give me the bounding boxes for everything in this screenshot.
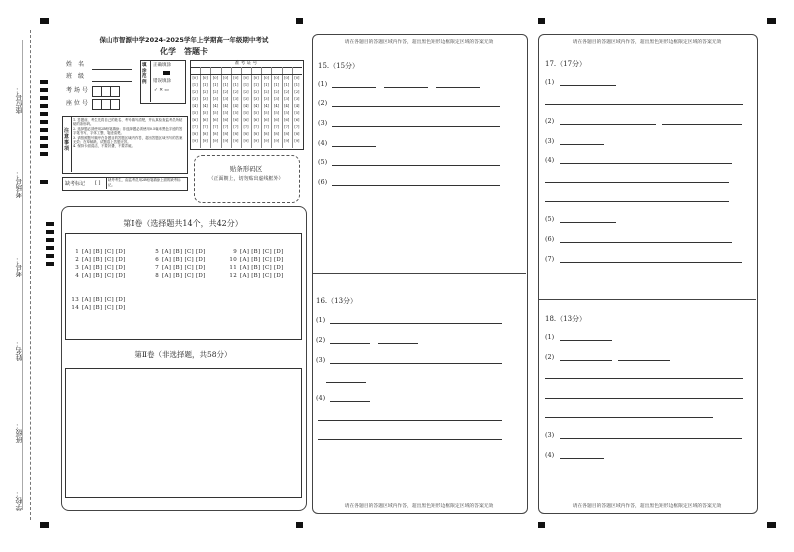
q17-sub-label: (2) — [545, 117, 555, 125]
exam-digit-bubble[interactable]: [6] — [284, 118, 290, 122]
q17-sub-label: (5) — [545, 215, 555, 223]
exam-digit-bubble[interactable]: [8] — [253, 132, 259, 136]
column-2-bottom-notice: 请在各题目的答题区域内作答，超出黑色矩形边框限定区域的答案无效 — [344, 504, 494, 509]
exam-digit-bubble[interactable]: [4] — [223, 104, 229, 108]
exam-digit-bubble[interactable]: [1] — [273, 83, 280, 87]
mc-question-number: 4 — [75, 273, 79, 279]
timing-mark — [46, 238, 54, 242]
q15-4-blank[interactable] — [332, 146, 376, 147]
exam-digit-bubble[interactable]: [0] — [273, 76, 280, 80]
part2-title: 第Ⅱ卷（非选择题，共58分） — [134, 350, 232, 359]
exam-digit-bubble[interactable]: [4] — [243, 104, 249, 108]
mc-question-row[interactable] — [229, 265, 284, 271]
mc-question-number: 5 — [155, 249, 159, 255]
subject-title: 化学 答题卡 — [160, 47, 208, 56]
school-field-label: 学校： — [15, 490, 23, 511]
q17-1-blank[interactable] — [560, 85, 616, 86]
mc-option-bubbles[interactable]: [A] [B] [C] [D] — [240, 257, 284, 263]
timing-mark — [538, 18, 545, 24]
exam-digit-bubble[interactable]: [3] — [233, 97, 239, 101]
exam-digit-bubble[interactable]: [8] — [273, 132, 280, 136]
mc-question-number: 13 — [71, 297, 79, 303]
exam-digit-bubble[interactable]: [1] — [223, 83, 229, 87]
exam-digit-bubble[interactable]: [3] — [284, 97, 290, 101]
mc-option-bubbles[interactable]: [A] [B] [C] [D] — [82, 273, 126, 279]
q15-sub-label: (5) — [318, 158, 328, 166]
exam-digit-bubble[interactable]: [1] — [263, 83, 269, 87]
exam-digit-bubble[interactable]: [3] — [223, 97, 229, 101]
timing-mark — [40, 522, 49, 528]
timing-mark — [46, 230, 54, 234]
exam-no-field-label: 考号： — [15, 256, 23, 277]
q15-6-blank[interactable] — [332, 185, 500, 186]
exam-number-columns — [190, 75, 302, 148]
exam-digit-bubble[interactable]: [0] — [192, 76, 198, 80]
timing-mark — [46, 222, 54, 226]
binding-fill-line[interactable] — [22, 40, 23, 510]
q17-2-blank[interactable] — [560, 124, 656, 125]
exam-digit-bubble[interactable]: [6] — [253, 118, 259, 122]
exam-digit-bubble[interactable]: [1] — [212, 83, 218, 87]
q18-2-blank[interactable] — [618, 360, 670, 361]
q17-sub-label: (4) — [545, 156, 555, 164]
mc-option-bubbles[interactable]: [A] [B] [C] [D] — [162, 265, 206, 271]
timing-mark — [538, 522, 545, 528]
exam-digit-bubble[interactable]: [0] — [253, 76, 259, 80]
note-item: 2. 选择题必须使用2B铅笔填涂；非选择题必须使用0.5毫米黑色字迹的签字笔书写，字体工整、笔迹清楚。 — [73, 126, 183, 136]
q15-1-blank[interactable] — [332, 87, 376, 88]
q16-title: 16.（13分） — [316, 297, 358, 305]
mc-question-number: 9 — [233, 249, 237, 255]
exam-digit-bubble[interactable]: [0] — [233, 76, 239, 80]
mc-option-bubbles[interactable]: [A] [B] [C] [D] — [82, 257, 126, 263]
q17-1-blank[interactable] — [545, 104, 743, 105]
exam-digit-bubble[interactable]: [2] — [192, 90, 198, 94]
column-3-top-notice: 请在各题目的答题区域内作答，超出黑色矩形边框限定区域的答案无效 — [572, 40, 722, 45]
mc-option-bubbles[interactable]: [A] [B] [C] [D] — [82, 305, 126, 311]
mc-question-row[interactable] — [71, 273, 126, 279]
exam-digit-bubble[interactable]: [5] — [294, 111, 300, 115]
q15-1-blank[interactable] — [384, 87, 428, 88]
mc-question-row[interactable] — [71, 257, 126, 263]
timing-mark — [46, 262, 54, 266]
exam-digit-bubble[interactable]: [1] — [253, 83, 259, 87]
q16-4-blank[interactable] — [318, 420, 502, 421]
mc-question-number: 7 — [155, 265, 159, 271]
correct-fill-label: 正确填涂 — [153, 63, 171, 68]
exam-digit-bubble[interactable]: [2] — [233, 90, 239, 94]
seat-field-label: 座位号： — [15, 86, 23, 114]
timing-mark — [767, 522, 776, 528]
column-3-bottom-notice: 请在各题目的答题区域内作答，超出黑色矩形边框限定区域的答案无效 — [572, 504, 722, 509]
q18-sub-label: (3) — [545, 431, 555, 439]
exam-digit-bubble[interactable]: [8] — [192, 132, 198, 136]
q18-sub-label: (2) — [545, 353, 555, 361]
wrong-fill-label: 错误填涂 — [153, 79, 171, 84]
note-item: 4. 保持卡面清洁，不要折叠、不要弄破。 — [73, 144, 135, 149]
notes-title: 注意事项 — [64, 128, 70, 152]
mc-question-number: 2 — [75, 257, 79, 263]
exam-digit-bubble[interactable]: [2] — [243, 90, 249, 94]
q15-sub-label: (3) — [318, 119, 328, 127]
q17-sub-label: (1) — [545, 78, 555, 86]
exam-digit-bubble[interactable]: [5] — [223, 111, 229, 115]
exam-digit-bubble[interactable]: [7] — [212, 125, 218, 129]
exam-digit-bubble[interactable]: [3] — [294, 97, 300, 101]
q18-2-blank[interactable] — [545, 417, 713, 418]
timing-mark — [40, 96, 48, 100]
exam-title: 保山市智源中学2024-2025学年上学期高一年级期中考试 — [99, 36, 269, 44]
exam-digit-bubble[interactable]: [9] — [273, 139, 280, 143]
mc-question-row[interactable] — [151, 257, 206, 263]
exam-digit-bubble[interactable]: [2] — [263, 90, 269, 94]
mc-question-number: 3 — [75, 265, 79, 271]
q16-sub-label: (1) — [316, 316, 326, 324]
exam-digit-bubble[interactable]: [4] — [263, 104, 269, 108]
barcode-area-title: 贴条形码区 — [229, 165, 263, 173]
mc-question-row[interactable] — [151, 265, 206, 271]
seat-box[interactable] — [110, 99, 120, 110]
q16-sub-label: (3) — [316, 356, 326, 364]
exam-digit-bubble[interactable]: [3] — [212, 97, 218, 101]
mc-option-bubbles[interactable]: [A] [B] [C] [D] — [240, 249, 284, 255]
q17-sub-label: (3) — [545, 137, 555, 145]
note-item: 1. 答题前，考生先将自己的姓名、考号填写清楚，并认真检查监考员所粘贴的条形码。 — [73, 118, 183, 127]
exam-digit-bubble[interactable]: [7] — [192, 125, 198, 129]
exam-digit-bubble[interactable]: [5] — [263, 111, 269, 115]
q18-1-blank[interactable] — [560, 340, 612, 341]
exam-digit-bubble[interactable]: [3] — [263, 97, 269, 101]
exam-digit-bubble[interactable]: [5] — [212, 111, 218, 115]
q17-5-blank[interactable] — [560, 222, 616, 223]
timing-mark — [296, 522, 303, 528]
exam-digit-bubble[interactable]: [6] — [263, 118, 269, 122]
notes-divider — [71, 116, 72, 172]
exam-digit-bubble[interactable]: [5] — [273, 111, 280, 115]
exam-digit-bubble[interactable]: [7] — [223, 125, 229, 129]
q16-sub-label: (4) — [316, 394, 326, 402]
exam-digit-bubble[interactable]: [9] — [284, 139, 290, 143]
exam-digit-bubble[interactable]: [6] — [202, 118, 208, 122]
name-input[interactable] — [92, 69, 132, 70]
exam-digit-entry-box[interactable] — [292, 67, 302, 74]
timing-mark — [40, 104, 48, 108]
q17-sub-label: (6) — [545, 235, 555, 243]
q18-title: 18.（13分） — [545, 315, 587, 323]
binding-line — [30, 30, 31, 520]
exam-digit-bubble[interactable]: [0] — [243, 76, 249, 80]
exam-digit-bubble[interactable]: [7] — [294, 125, 300, 129]
exam-digit-bubble[interactable]: [1] — [284, 83, 290, 87]
room-box[interactable] — [110, 86, 120, 97]
exam-digit-bubble[interactable]: [9] — [243, 139, 249, 143]
exam-digit-bubble[interactable]: [3] — [253, 97, 259, 101]
exam-digit-bubble[interactable]: [8] — [212, 132, 218, 136]
note-item: 3. 请按照题号顺序在各题目的答题区域内作答，超出答题区域书写的答案无效；在草稿纸、试题卷上答题无效。 — [73, 135, 183, 145]
exam-digit-bubble[interactable]: [2] — [202, 90, 208, 94]
q16-2-blank[interactable] — [378, 343, 418, 344]
mc-question-number: 1 — [75, 249, 79, 255]
timing-mark — [40, 152, 48, 156]
class-label: 班 级 — [66, 73, 85, 80]
mc-question-row[interactable] — [71, 305, 126, 311]
mc-question-row[interactable] — [71, 265, 126, 271]
exam-number-column[interactable] — [292, 75, 302, 148]
timing-mark — [767, 18, 776, 24]
seat-label: 座 位 号 — [66, 100, 88, 107]
exam-digit-bubble[interactable]: [2] — [294, 90, 300, 94]
timing-mark — [40, 144, 48, 148]
q16-1-blank[interactable] — [330, 323, 502, 324]
class-field-label: 班级： — [15, 422, 23, 443]
exam-digit-bubble[interactable]: [8] — [284, 132, 290, 136]
exam-digit-bubble[interactable]: [0] — [263, 76, 269, 80]
mc-option-bubbles[interactable]: [A] [B] [C] [D] — [240, 273, 284, 279]
mc-question-number: 11 — [229, 265, 237, 271]
fill-sample-title: 填涂范例 — [142, 63, 147, 85]
q18-sub-label: (4) — [545, 451, 555, 459]
q15-sub-label: (6) — [318, 178, 328, 186]
correct-fill-sample — [163, 71, 170, 75]
exam-digit-bubble[interactable]: [6] — [212, 118, 218, 122]
mc-question-row[interactable] — [151, 249, 206, 255]
mc-option-bubbles[interactable]: [A] [B] [C] [D] — [82, 297, 126, 303]
exam-digit-bubble[interactable]: [6] — [243, 118, 249, 122]
mc-option-bubbles[interactable]: [A] [B] [C] [D] — [82, 265, 126, 271]
exam-digit-bubble[interactable]: [7] — [233, 125, 239, 129]
exam-digit-bubble[interactable]: [5] — [202, 111, 208, 115]
q18-2-blank[interactable] — [560, 360, 612, 361]
timing-mark — [40, 80, 48, 84]
exam-digit-bubble[interactable]: [4] — [284, 104, 290, 108]
q15-1-blank[interactable] — [436, 87, 480, 88]
exam-digit-bubble[interactable]: [1] — [233, 83, 239, 87]
exam-digit-bubble[interactable]: [6] — [273, 118, 280, 122]
q15-sub-label: (1) — [318, 80, 328, 88]
exam-digit-bubble[interactable]: [9] — [233, 139, 239, 143]
absent-mark-divider — [106, 177, 107, 189]
q16-4-blank[interactable] — [318, 439, 502, 440]
exam-digit-bubble[interactable]: [9] — [223, 139, 229, 143]
answer-column-3 — [538, 34, 758, 514]
timing-mark — [40, 18, 49, 24]
exam-digit-bubble[interactable]: [5] — [284, 111, 290, 115]
q16-3-blank[interactable] — [326, 382, 366, 383]
q18-3-blank[interactable] — [560, 438, 742, 439]
mc-option-bubbles[interactable]: [A] [B] [C] [D] — [162, 249, 206, 255]
exam-digit-bubble[interactable]: [7] — [243, 125, 249, 129]
mc-question-number: 12 — [229, 273, 237, 279]
q18-2-blank[interactable] — [545, 398, 743, 399]
timing-mark — [40, 120, 48, 124]
mc-option-bubbles[interactable]: [A] [B] [C] [D] — [162, 257, 206, 263]
exam-digit-bubble[interactable]: [2] — [212, 90, 218, 94]
exam-digit-bubble[interactable]: [4] — [273, 104, 280, 108]
q15-sub-label: (2) — [318, 99, 328, 107]
exam-digit-bubble[interactable]: [4] — [253, 104, 259, 108]
q16-sub-label: (2) — [316, 336, 326, 344]
barcode-area-subtitle: （正面朝上，切勿贴出虚线框外） — [208, 176, 284, 182]
q16-2-blank[interactable] — [330, 343, 370, 344]
exam-digit-bubble[interactable]: [4] — [233, 104, 239, 108]
q15-5-blank[interactable] — [332, 165, 500, 166]
exam-digit-bubble[interactable]: [1] — [294, 83, 300, 87]
exam-digit-bubble[interactable]: [5] — [253, 111, 259, 115]
mc-question-row[interactable] — [229, 257, 284, 263]
exam-digit-bubble[interactable]: [2] — [273, 90, 280, 94]
exam-digit-bubble[interactable]: [8] — [223, 132, 229, 136]
mc-grid — [65, 233, 300, 338]
exam-digit-bubble[interactable]: [5] — [192, 111, 198, 115]
absent-mark-note: 缺考考生，由监考员用2B铅笔填涂上面的缺考标记。 — [108, 178, 181, 187]
column-2-top-notice: 请在各题目的答题区域内作答，超出黑色矩形边框限定区域的答案无效 — [344, 40, 494, 45]
room-field-label: 考场号： — [15, 170, 23, 198]
exam-digit-bubble[interactable]: [8] — [294, 132, 300, 136]
exam-digit-bubble[interactable]: [1] — [243, 83, 249, 87]
mc-option-bubbles[interactable]: [A] [B] [C] [D] — [240, 265, 284, 271]
absent-mark-checkbox[interactable]: [ ] — [95, 180, 101, 186]
mc-question-number: 10 — [229, 257, 237, 263]
exam-digit-bubble[interactable]: [0] — [202, 76, 208, 80]
exam-digit-bubble[interactable]: [6] — [233, 118, 239, 122]
q17-7-blank[interactable] — [560, 262, 742, 263]
exam-digit-bubble[interactable]: [6] — [223, 118, 229, 122]
exam-digit-bubble[interactable]: [2] — [284, 90, 290, 94]
exam-digit-bubble[interactable]: [4] — [294, 104, 300, 108]
absent-mark-label: 缺考标记 — [65, 181, 86, 187]
exam-digit-bubble[interactable]: [2] — [253, 90, 259, 94]
exam-digit-bubble[interactable]: [7] — [263, 125, 269, 129]
q15-sub-label: (4) — [318, 139, 328, 147]
exam-digit-bubble[interactable]: [0] — [223, 76, 229, 80]
exam-digit-bubble[interactable]: [6] — [294, 118, 300, 122]
class-input[interactable] — [92, 81, 132, 82]
exam-digit-bubble[interactable]: [9] — [212, 139, 218, 143]
timing-mark — [46, 254, 54, 258]
timing-mark — [46, 246, 54, 250]
q17-3-blank[interactable] — [560, 144, 604, 145]
exam-digit-bubble[interactable]: [3] — [243, 97, 249, 101]
exam-digit-bubble[interactable]: [1] — [192, 83, 198, 87]
exam-digit-bubble[interactable]: [3] — [202, 97, 208, 101]
exam-digit-bubble[interactable]: [8] — [202, 132, 208, 136]
q15-2-blank[interactable] — [332, 106, 500, 107]
exam-digit-bubble[interactable]: [7] — [273, 125, 280, 129]
q18-4-blank[interactable] — [560, 458, 604, 459]
q17-sub-label: (7) — [545, 255, 555, 263]
exam-digit-bubble[interactable]: [9] — [294, 139, 300, 143]
exam-number-label: 准 考 证 号 — [234, 61, 258, 66]
mc-question-number: 14 — [71, 305, 79, 311]
mc-question-row[interactable] — [229, 249, 284, 255]
mc-question-number: 6 — [155, 257, 159, 263]
timing-mark — [40, 88, 48, 92]
q17-q18-divider — [538, 299, 756, 300]
exam-digit-bubble[interactable]: [9] — [192, 139, 198, 143]
q17-6-blank[interactable] — [560, 242, 732, 243]
name-label: 姓 名 — [66, 61, 85, 68]
q17-2-blank[interactable] — [662, 124, 742, 125]
room-label: 考 场 号 — [66, 87, 88, 94]
fill-sample-divider — [150, 60, 151, 102]
timing-mark — [40, 112, 48, 116]
exam-digit-bubble[interactable]: [0] — [294, 76, 300, 80]
exam-digit-bubble[interactable]: [4] — [192, 104, 198, 108]
mc-option-bubbles[interactable]: [A] [B] [C] [D] — [82, 249, 126, 255]
exam-digit-bubble[interactable]: [1] — [202, 83, 208, 87]
q17-4-blank[interactable] — [560, 163, 732, 164]
exam-digit-bubble[interactable]: [7] — [284, 125, 290, 129]
exam-digit-bubble[interactable]: [9] — [263, 139, 269, 143]
mc-question-row[interactable] — [71, 297, 126, 303]
q15-q16-divider — [312, 273, 526, 274]
q16-3-blank[interactable] — [330, 363, 502, 364]
q18-sub-label: (1) — [545, 333, 555, 341]
exam-digit-bubble[interactable]: [8] — [233, 132, 239, 136]
exam-digit-bubble[interactable]: [6] — [192, 118, 198, 122]
mc-question-row[interactable] — [151, 273, 206, 279]
timing-mark — [40, 180, 48, 184]
exam-digit-bubble[interactable]: [7] — [202, 125, 208, 129]
q16-4-blank[interactable] — [330, 401, 370, 402]
exam-digit-bubble[interactable]: [2] — [223, 90, 229, 94]
timing-mark — [296, 18, 303, 24]
mc-question-number: 8 — [155, 273, 159, 279]
exam-digit-bubble[interactable]: [5] — [233, 111, 239, 115]
exam-digit-bubble[interactable]: [9] — [253, 139, 259, 143]
exam-digit-bubble[interactable]: [0] — [284, 76, 290, 80]
exam-digit-bubble[interactable]: [3] — [273, 97, 280, 101]
timing-mark — [40, 136, 48, 140]
mc-question-row[interactable] — [71, 249, 126, 255]
exam-digit-bubble[interactable]: [8] — [243, 132, 249, 136]
exam-digit-bubble[interactable]: [7] — [253, 125, 259, 129]
q15-title: 15.（15分） — [318, 62, 360, 70]
name-field-label: 姓名： — [15, 340, 23, 361]
exam-digit-bubble[interactable]: [8] — [263, 132, 269, 136]
exam-digit-bubble[interactable]: [3] — [192, 97, 198, 101]
timing-mark — [40, 128, 48, 132]
q17-4-blank[interactable] — [545, 201, 729, 202]
part1-title: 第Ⅰ卷（选择题共14个，共42分） — [123, 219, 243, 228]
exam-digit-bubble[interactable]: [0] — [212, 76, 218, 80]
exam-digit-bubble[interactable]: [4] — [202, 104, 208, 108]
notes-list — [73, 118, 184, 149]
wrong-fill-symbols: ✓ ✕ ▭ — [154, 88, 169, 93]
q15-3-blank[interactable] — [332, 126, 500, 127]
q17-title: 17.（17分） — [545, 60, 587, 68]
exam-digit-bubble[interactable]: [4] — [212, 104, 218, 108]
exam-digit-bubble[interactable]: [5] — [243, 111, 249, 115]
q18-2-blank[interactable] — [545, 378, 743, 379]
q17-4-blank[interactable] — [545, 182, 729, 183]
part2-answer-area[interactable] — [65, 368, 302, 498]
mc-option-bubbles[interactable]: [A] [B] [C] [D] — [162, 273, 206, 279]
mc-question-row[interactable] — [229, 273, 284, 279]
exam-digit-bubble[interactable]: [9] — [202, 139, 208, 143]
